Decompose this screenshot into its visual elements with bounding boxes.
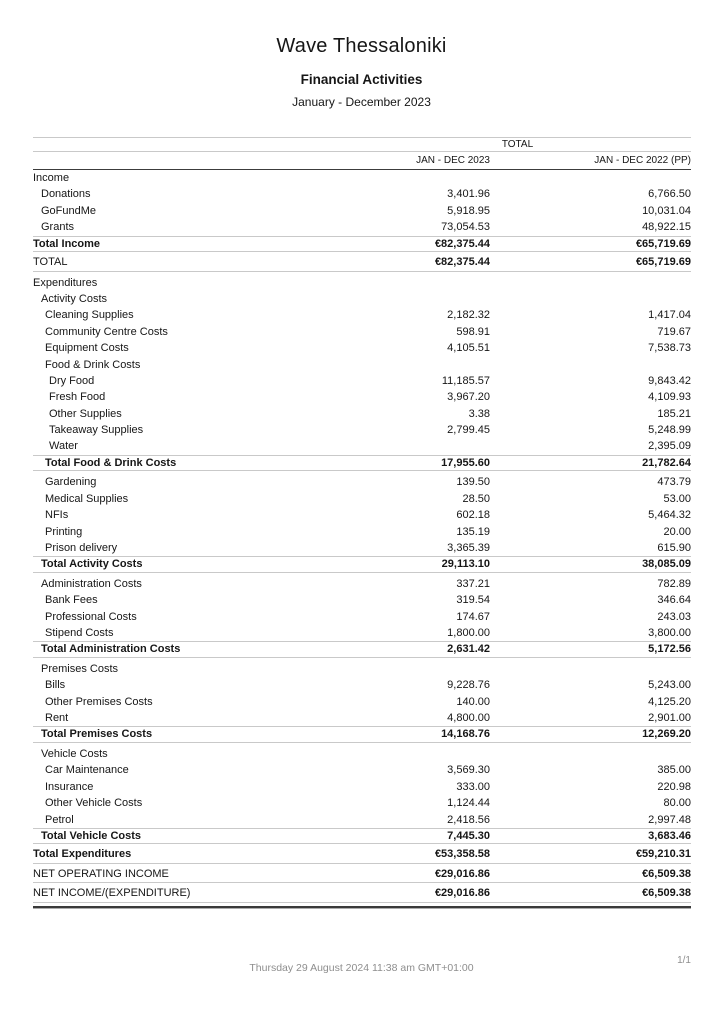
row-value-2023: 139.50 [456, 476, 490, 489]
row-value-2022: 5,464.32 [648, 509, 691, 522]
table-bottom-rule [33, 906, 691, 909]
row-label: Total Food & Drink Costs [45, 456, 177, 469]
table-row [33, 661, 691, 677]
row-value-2022: 4,109.93 [648, 391, 691, 404]
row-value-2023: 174.67 [456, 610, 490, 623]
row-value-2023: 140.00 [456, 695, 490, 708]
table-row [33, 507, 691, 523]
page-title: Wave Thessaloniki [276, 35, 447, 57]
row-value-2022: 615.90 [657, 541, 691, 554]
row-value-2023: 1,124.44 [447, 797, 490, 810]
table-group-header-row [33, 137, 691, 152]
table-row [33, 710, 691, 726]
row-value-2023: 602.18 [456, 509, 490, 522]
table-row [33, 592, 691, 608]
row-label: Vehicle Costs [41, 747, 108, 760]
row-label: Total Vehicle Costs [41, 829, 142, 842]
table-row [33, 406, 691, 422]
table-row [33, 694, 691, 710]
row-value-2023: 2,182.32 [447, 309, 490, 322]
row-value-2022: 2,395.09 [648, 440, 691, 453]
row-value-2023: 1,800.00 [447, 626, 490, 639]
row-value-2022: 346.64 [657, 594, 691, 607]
table-row [33, 307, 691, 323]
row-label: Equipment Costs [45, 342, 129, 355]
row-value-2022: 53.00 [663, 492, 691, 505]
row-label: Total Activity Costs [41, 558, 143, 571]
table-row [33, 438, 691, 454]
table-row [33, 779, 691, 795]
row-value-2022: 7,538.73 [648, 342, 691, 355]
row-value-2022: 2,901.00 [648, 712, 691, 725]
row-value-2022: 473.79 [657, 476, 691, 489]
table-row [33, 746, 691, 762]
row-label: TOTAL [33, 256, 68, 269]
row-label: Premises Costs [41, 662, 119, 675]
table-row [33, 324, 691, 340]
row-value-2023: 2,631.42 [447, 643, 490, 656]
row-label: Other Vehicle Costs [45, 797, 143, 810]
row-value-2023: 3,569.30 [447, 764, 490, 777]
row-value-2022: 5,248.99 [648, 424, 691, 437]
row-label: Food & Drink Costs [45, 358, 141, 371]
row-label: Activity Costs [41, 292, 108, 305]
row-value-2022: €65,719.69 [635, 237, 691, 250]
table-row [33, 609, 691, 625]
financial-table [33, 137, 691, 909]
row-value-2023: 7,445.30 [447, 829, 490, 842]
table-row [33, 540, 691, 556]
row-value-2023 [344, 170, 490, 186]
row-value-2022: 5,172.56 [648, 643, 691, 656]
table-row [33, 677, 691, 693]
row-value-2023 [344, 438, 490, 454]
row-value-2022: 782.89 [657, 577, 691, 590]
row-value-2023: €82,375.44 [434, 256, 490, 269]
table-row [33, 556, 691, 573]
table-row [33, 867, 691, 884]
row-value-2023: 598.91 [456, 325, 490, 338]
row-value-2023: 5,918.95 [447, 204, 490, 217]
column-header-2022: JAN - DEC 2022 (PP) [594, 155, 691, 166]
row-value-2023: €53,358.58 [434, 848, 490, 861]
row-label: Professional Costs [45, 610, 137, 623]
row-value-2023: 2,799.45 [447, 424, 490, 437]
row-label: GoFundMe [41, 204, 97, 217]
row-label: Petrol [45, 813, 74, 826]
table-row [33, 762, 691, 778]
row-value-2022: €59,210.31 [635, 848, 691, 861]
row-value-2023: 2,418.56 [447, 813, 490, 826]
row-label: Total Administration Costs [41, 643, 181, 656]
row-value-2022: 9,843.42 [648, 374, 691, 387]
row-value-2022: 2,997.48 [648, 813, 691, 826]
row-value-2023: 135.19 [456, 525, 490, 538]
row-label: NET OPERATING INCOME [33, 867, 169, 880]
row-label: Stipend Costs [45, 626, 114, 639]
row-value-2023: 3,365.39 [447, 541, 490, 554]
row-value-2023 [344, 746, 490, 762]
row-value-2022: 1,417.04 [648, 309, 691, 322]
table-row [33, 373, 691, 389]
table-column-header-row [33, 152, 691, 170]
row-value-2023: 4,800.00 [447, 712, 490, 725]
column-header-2023: JAN - DEC 2023 [416, 155, 490, 166]
row-value-2022: €6,509.38 [642, 867, 691, 880]
row-value-2023: 337.21 [456, 577, 490, 590]
row-value-2023: 3,967.20 [447, 391, 490, 404]
table-row [33, 291, 691, 307]
row-label: Grants [41, 221, 75, 234]
table-row [33, 491, 691, 507]
table-row [33, 236, 691, 253]
table-row [33, 255, 691, 272]
row-value-2023: €29,016.86 [434, 867, 490, 880]
row-value-2023: 11,185.57 [441, 374, 490, 387]
table-row [33, 357, 691, 373]
row-label: Bills [45, 679, 66, 692]
row-value-2022: 4,125.20 [648, 695, 691, 708]
row-label: Dry Food [49, 374, 95, 387]
row-label: Community Centre Costs [45, 325, 168, 338]
row-label: Total Income [33, 237, 101, 250]
row-value-2023: 3,401.96 [447, 188, 490, 201]
row-label: Bank Fees [45, 594, 98, 607]
table-row [33, 389, 691, 405]
row-value-2022: 3,683.46 [648, 829, 691, 842]
row-value-2022 [490, 291, 691, 307]
row-value-2022: 12,269.20 [642, 728, 691, 741]
group-header-total: TOTAL [501, 139, 534, 150]
row-label: Donations [41, 188, 91, 201]
row-label: Total Premises Costs [41, 728, 153, 741]
report-period: January - December 2023 [292, 95, 431, 109]
row-value-2023: 4,105.51 [447, 342, 490, 355]
row-label: Medical Supplies [45, 492, 129, 505]
row-label: Administration Costs [41, 577, 142, 590]
row-value-2022: €65,719.69 [635, 256, 691, 269]
table-body [33, 170, 691, 903]
row-value-2023: 14,168.76 [441, 728, 490, 741]
group-header-spacer [33, 138, 344, 151]
row-label: Takeaway Supplies [49, 424, 144, 437]
table-row [33, 203, 691, 219]
row-value-2022: 243.03 [657, 610, 691, 623]
row-value-2022 [490, 746, 691, 762]
row-label: Prison delivery [45, 541, 118, 554]
row-value-2023: 319.54 [456, 594, 490, 607]
page-number: 1/1 [677, 955, 691, 966]
table-row [33, 275, 691, 291]
row-value-2023: 17,955.60 [441, 456, 490, 469]
row-value-2023 [344, 357, 490, 373]
table-row [33, 186, 691, 202]
table-row [33, 795, 691, 811]
row-value-2022: 80.00 [663, 797, 691, 810]
row-value-2023: 28.50 [462, 492, 490, 505]
row-label: Fresh Food [49, 391, 106, 404]
row-value-2022: 220.98 [657, 780, 691, 793]
row-value-2022: 185.21 [657, 407, 691, 420]
row-value-2023: 9,228.76 [447, 679, 490, 692]
row-value-2022 [490, 357, 691, 373]
row-value-2023: €29,016.86 [434, 887, 490, 900]
row-label: Water [49, 440, 78, 453]
row-value-2022: 21,782.64 [642, 456, 691, 469]
row-label: NFIs [45, 509, 69, 522]
row-label: Cleaning Supplies [45, 309, 134, 322]
table-row [33, 847, 691, 864]
row-value-2022: 5,243.00 [648, 679, 691, 692]
row-label: Other Supplies [49, 407, 122, 420]
table-row [33, 828, 691, 845]
row-value-2023 [344, 291, 490, 307]
row-value-2023 [344, 661, 490, 677]
row-label: Car Maintenance [45, 764, 129, 777]
row-value-2022: 719.67 [657, 325, 691, 338]
row-value-2023: 333.00 [456, 780, 490, 793]
row-value-2022: 10,031.04 [642, 204, 691, 217]
table-row [33, 474, 691, 490]
row-label: Expenditures [33, 276, 98, 289]
table-row [33, 641, 691, 658]
row-value-2022: €6,509.38 [642, 887, 691, 900]
table-row [33, 455, 691, 472]
row-value-2023: €82,375.44 [434, 237, 490, 250]
row-value-2022: 3,800.00 [648, 626, 691, 639]
row-value-2022: 6,766.50 [648, 188, 691, 201]
row-value-2023: 29,113.10 [441, 558, 490, 571]
row-value-2023: 3.38 [468, 407, 490, 420]
column-header-spacer [33, 152, 344, 169]
row-value-2022 [490, 661, 691, 677]
row-label: Total Expenditures [33, 848, 132, 861]
row-label: Other Premises Costs [45, 695, 153, 708]
row-value-2022 [490, 170, 691, 186]
row-value-2022: 385.00 [657, 764, 691, 777]
row-value-2023: 73,054.53 [441, 221, 490, 234]
table-row [33, 524, 691, 540]
row-label: Printing [45, 525, 83, 538]
row-label: Gardening [45, 476, 97, 489]
row-value-2023 [344, 275, 490, 291]
table-row [33, 886, 691, 903]
table-row [33, 422, 691, 438]
row-label: Insurance [45, 780, 94, 793]
document-header [0, 0, 723, 109]
table-row [33, 576, 691, 592]
row-label: Income [33, 172, 70, 184]
row-value-2022 [490, 275, 691, 291]
table-row [33, 812, 691, 828]
table-row [33, 340, 691, 356]
table-row [33, 625, 691, 641]
row-value-2022: 20.00 [663, 525, 691, 538]
footer-timestamp: Thursday 29 August 2024 11:38 am GMT+01:00 [249, 962, 474, 974]
table-row [33, 170, 691, 186]
row-value-2022: 38,085.09 [642, 558, 691, 571]
table-row [33, 726, 691, 743]
row-label: NET INCOME/(EXPENDITURE) [33, 887, 191, 900]
row-value-2022: 48,922.15 [642, 221, 691, 234]
row-label: Rent [45, 712, 69, 725]
table-row [33, 219, 691, 235]
report-subtitle: Financial Activities [300, 72, 423, 87]
